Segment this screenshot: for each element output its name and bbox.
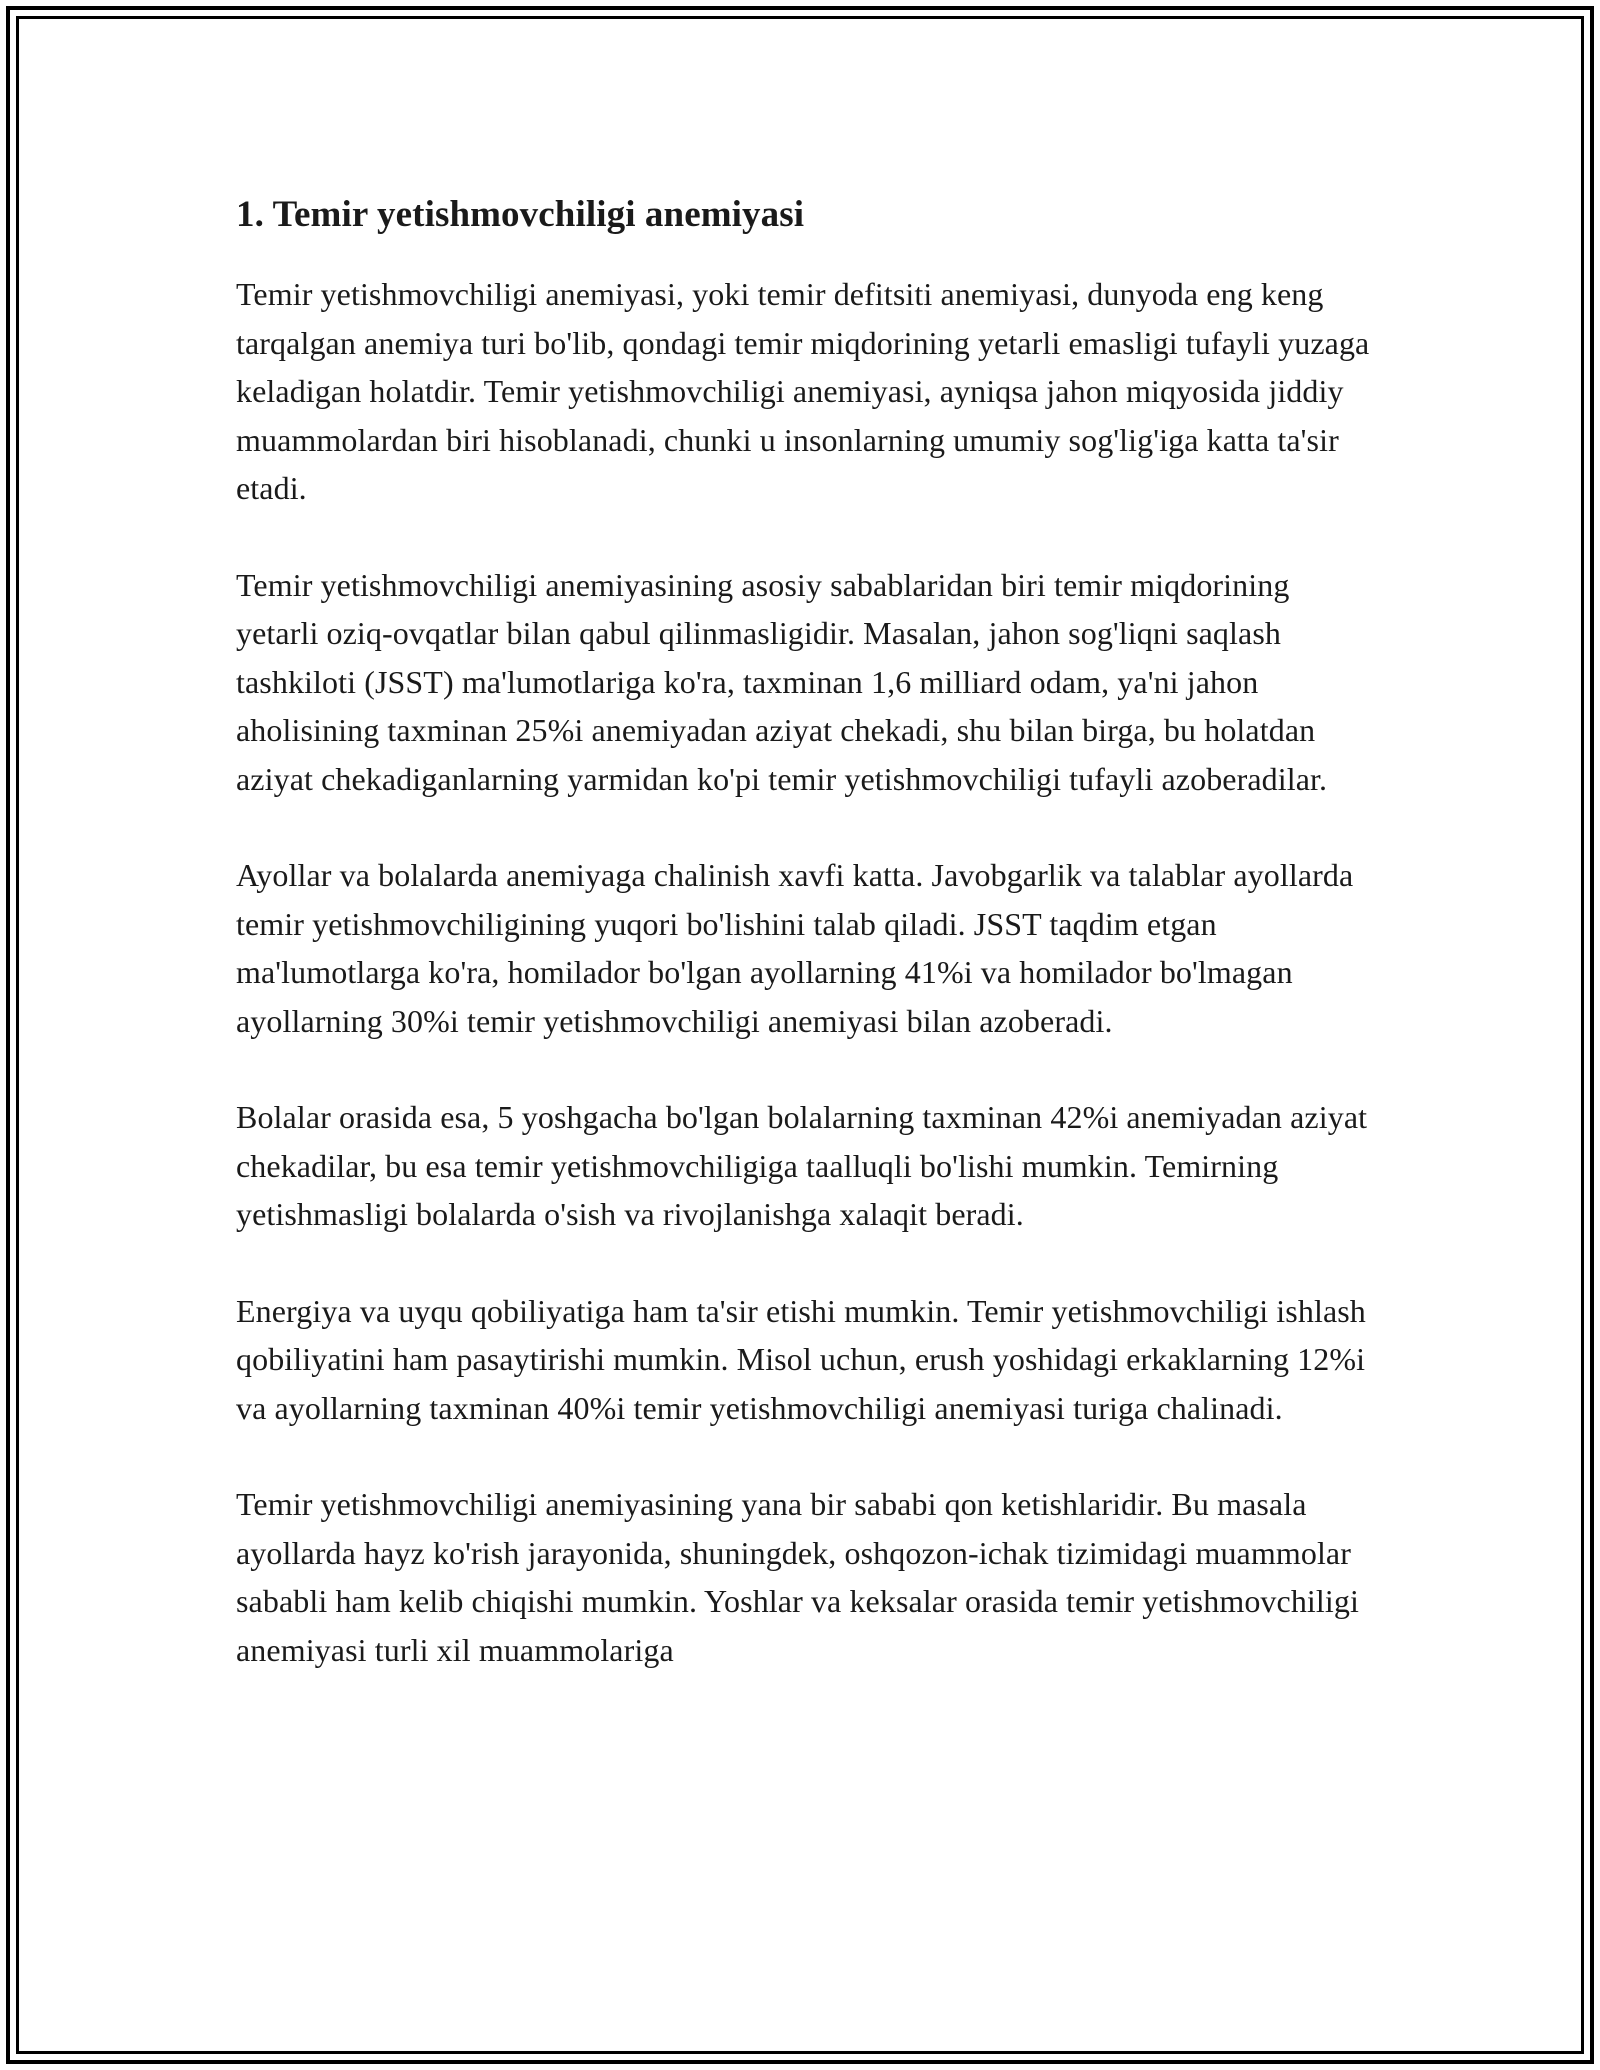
paragraph-energy: Energiya va uyqu qobiliyatiga ham ta'sir etishi mumkin. Temir yetishmovchiligi ishlash qobiliyatini ham pasaytirishi mumkin. Misol uchun, erush yoshidagi erkaklarning 12%i va ayollarning taxminan 40%i temir yetishmovchiligi anemiyasi turiga chalinadi. — [236, 1292, 1366, 1426]
paragraph-children: Bolalar orasida esa, 5 yoshgacha bo'lgan bolalarning taxminan 42%i anemiyadan aziyat chekadilar, bu esa temir yetishmovchiligiga taalluqli bo'lishi mumkin. Temirning yetishmasligi bolalarda o'sish va rivojlanishga xalaqit beradi. — [236, 1099, 1368, 1232]
section-heading: 1. Temir yetishmovchiligi anemiyasi — [236, 194, 805, 235]
paragraph-intro: Temir yetishmovchiligi anemiyasi, yoki temir defitsiti anemiyasi, dunyoda eng keng tarqalgan anemiya turi bo'lib, qondagi temir miqdorining yetarli emasligi tufayli yuzaga keladigan holatdir. Temir yetishmovchiligi anemiyasi, ayniqsa jahon miqyosida jiddiy muammolardan biri hisoblanadi, chunki u insonlarning umumiy sog'lig'iga katta ta'sir etadi. — [236, 276, 1370, 506]
document-body — [236, 190, 1376, 1674]
paragraph-women-children: Ayollar va bolalarda anemiyaga chalinish xavfi katta. Javobgarlik va talablar ayollarda temir yetishmovchiligining yuqori bo'lishini talab qiladi. JSST taqdim etgan ma'lumotlarga ko'ra, homilador bo'lgan ayollarning 41%i va homilador bo'lmagan ayollarning 30%i temir yetishmovchiligi anemiyasi bilan azoberadi. — [236, 857, 1354, 1039]
paragraph-blood-loss: Temir yetishmovchiligi anemiyasining yana bir sababi qon ketishlaridir. Bu masala ayollarda hayz ko'rish jarayonida, shuningdek, oshqozon-ichak tizimidagi muammolar sababli ham kelib chiqishi mumkin. Yoshlar va keksalar orasida temir yetishmovchiligi anemiyasi turli xil muammolariga — [236, 1486, 1359, 1668]
paragraph-causes: Temir yetishmovchiligi anemiyasining asosiy sabablaridan biri temir miqdorining yetarli oziq-ovqatlar bilan qabul qilinmasligidir. Masalan, jahon sog'liqni saqlash tashkiloti (JSST) ma'lumotlariga ko'ra, taxminan 1,6 milliard odam, ya'ni jahon aholisining taxminan 25%i anemiyadan aziyat chekadi, shu bilan birga, bu holatdan aziyat chekadiganlarning yarmidan ko'pi temir yetishmovchiligi tufayli azoberadilar. — [236, 566, 1328, 797]
